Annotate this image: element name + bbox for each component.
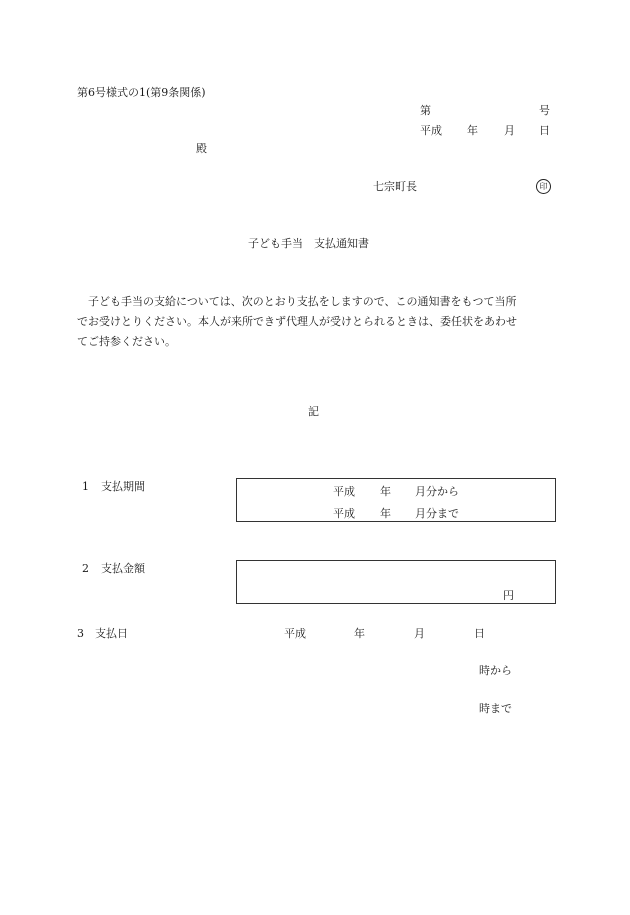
pay-date-year: 年: [354, 627, 365, 640]
issue-date-month: 月: [504, 124, 515, 137]
payment-period-box: [236, 478, 556, 522]
period-to-era: 平成: [333, 507, 355, 520]
item-3-label: 支払日: [95, 627, 128, 640]
item-2-label: 支払金額: [101, 562, 145, 575]
seal-mark: [536, 179, 551, 194]
period-to-year: 年: [380, 507, 391, 520]
body-line-2: でお受けとりください。本人が来所できず代理人が受けとられるときは、委任状をあわせ: [77, 315, 517, 328]
pay-time-to: 時まで: [479, 702, 512, 715]
document-number-suffix: 号: [539, 104, 550, 117]
ki-heading: 記: [308, 405, 319, 418]
period-from-year: 年: [380, 485, 391, 498]
item-1-label: 支払期間: [101, 480, 145, 493]
body-line-1: 子ども手当の支給については、次のとおり支払をしますので、この通知書をもつて当所: [77, 295, 517, 308]
recipient-honorific: 殿: [196, 142, 207, 155]
form-identifier: 第6号様式の1(第9条関係): [77, 86, 206, 99]
pay-date-month: 月: [414, 627, 425, 640]
body-paragraph: [77, 292, 553, 352]
pay-date-era: 平成: [284, 627, 306, 640]
seal-icon: 印: [536, 179, 551, 194]
document-number-prefix: 第: [420, 104, 431, 117]
pay-time-from: 時から: [479, 664, 512, 677]
issue-date-day: 日: [539, 124, 550, 137]
pay-date-day: 日: [474, 627, 485, 640]
issue-date-year: 年: [467, 124, 478, 137]
amount-unit: 円: [503, 589, 514, 602]
item-2-number: 2: [82, 562, 89, 575]
document-title: 子ども手当 支払通知書: [248, 237, 369, 250]
issue-date-era: 平成: [420, 124, 442, 137]
period-from-suffix: 月分から: [415, 485, 459, 498]
issuer-title: 七宗町長: [373, 180, 417, 193]
item-1-number: 1: [82, 480, 89, 493]
period-from-era: 平成: [333, 485, 355, 498]
payment-amount-box: [236, 560, 556, 604]
item-3-number: 3: [77, 627, 84, 640]
period-to-suffix: 月分まで: [415, 507, 459, 520]
body-line-3: てご持参ください。: [77, 335, 176, 348]
